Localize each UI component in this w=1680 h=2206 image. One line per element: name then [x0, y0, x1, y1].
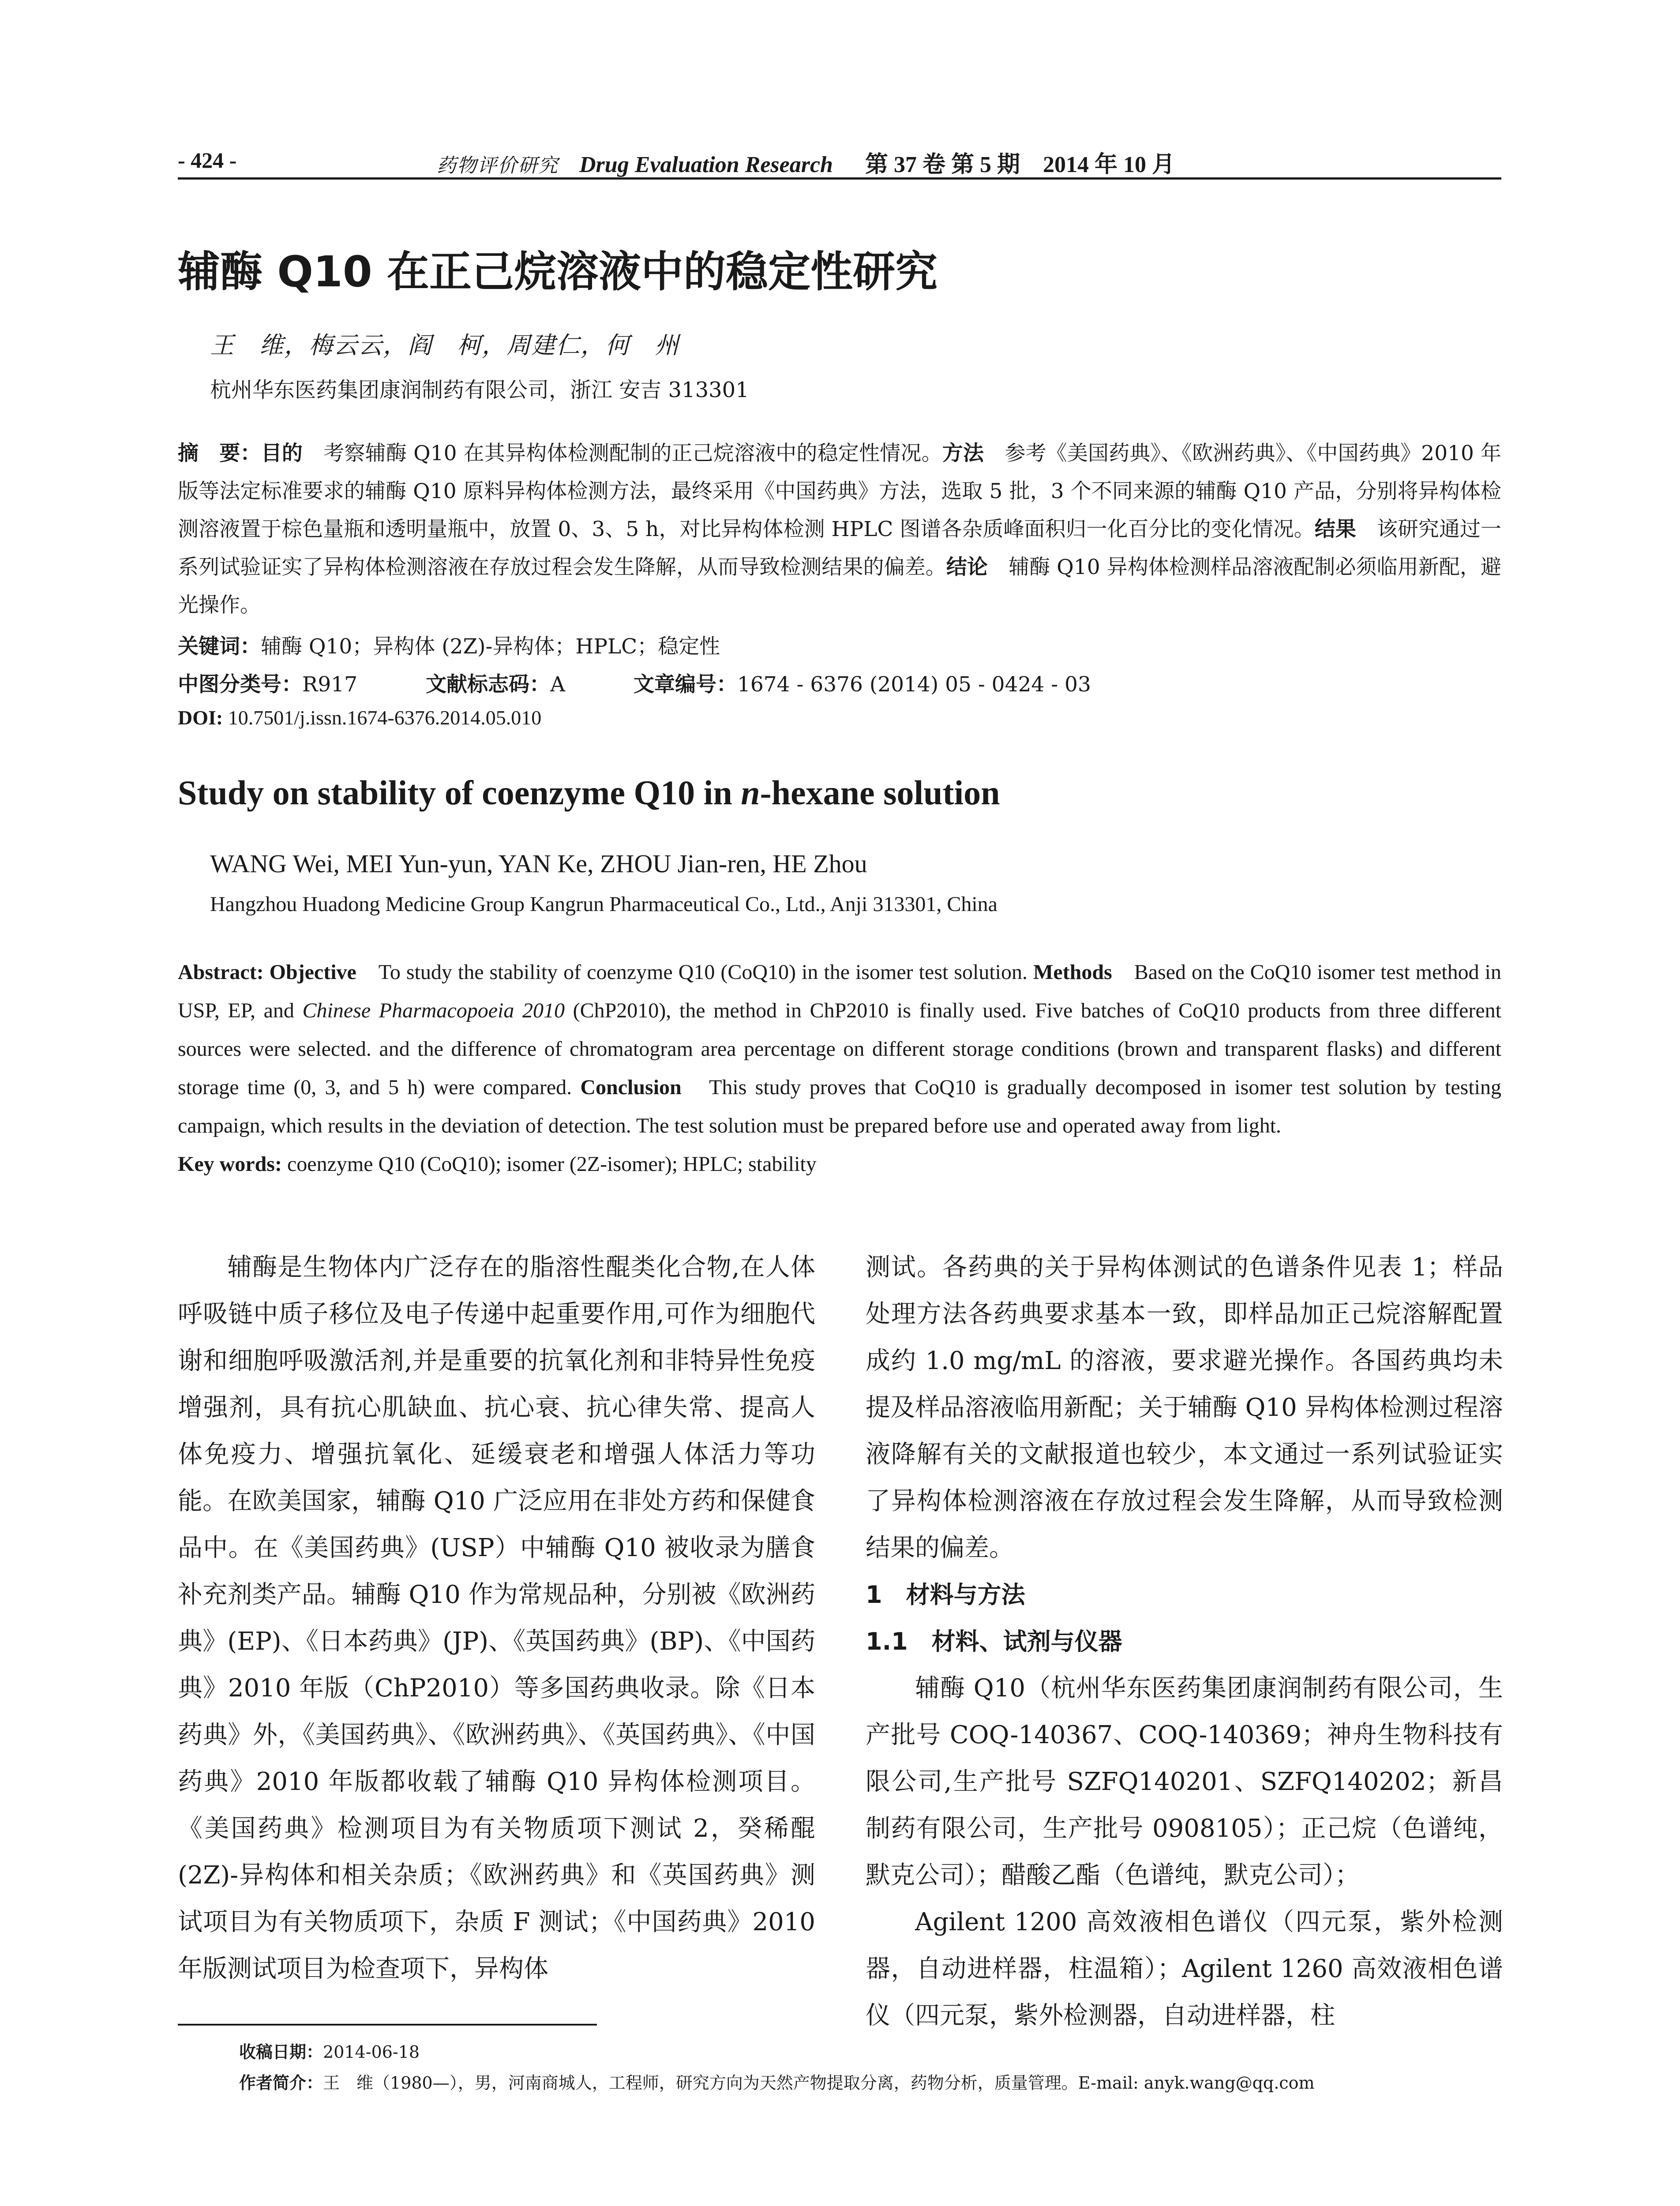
doc-code-label: 文献标志码： [426, 672, 551, 697]
abstract-en-conclusion-label: Conclusion [580, 1076, 682, 1099]
conclusion-text: 辅酶 Q10 异构体检测样品溶液配制必须临用新配，避光操作。 [178, 555, 1502, 617]
methods-text: 参考《美国药典》、《欧洲药典》、《中国药典》2010 年版等法定标准要求的辅酶 Q10 原料异构体检测方法，最终采用《中国药典》方法，选取 5 批，3 个不同来源的辅酶 Q10 产品，分别将异构体检测溶液置于棕色量瓶和透明量瓶中，放置 0、3、5 h，对比异构体检测 HPLC 图谱各杂质峰面积归一化百分比的变化情况。 [178, 441, 1502, 541]
title-en [178, 773, 1000, 813]
conclusion-label: 结论 [946, 555, 988, 579]
doc-code-value: A [550, 672, 566, 697]
abstract-en-label: Abstract: Objective [178, 960, 356, 984]
abstract-en-methods-italic: Chinese Pharmacopoeia 2010 [302, 999, 565, 1022]
keywords-en-label: Key words: [178, 1152, 282, 1176]
author-bio: 王 维（1980—），男，河南商城人，工程师，研究方向为天然产物提取分离，药物分析，质量管理。E-mail: anyk.wang@qq.com [323, 2073, 1315, 2093]
abstract-label: 摘 要： [178, 441, 261, 465]
received-date: 2014-06-18 [323, 2042, 420, 2062]
abstract-en-objective: To study the stability of coenzyme Q10 (CoQ10) in the isomer test solution. [356, 960, 1034, 984]
author-bio-label: 作者简介： [239, 2073, 323, 2093]
running-header [437, 146, 1175, 179]
title-en-part3: -hexane solution [760, 773, 1000, 812]
issue-date: 2014 年 10 月 [1043, 152, 1175, 177]
subsection-heading: 1.1 材料、试剂与仪器 [866, 1628, 1122, 1655]
body-paragraph: 辅酶是生物体内广泛存在的脂溶性醌类化合物,在人体呼吸链中质子移位及电子传递中起重要作用,可作为细胞代谢和细胞呼吸激活剂,并是重要的抗氧化剂和非特异性免疫增强剂，具有抗心肌缺血、抗心衰、抗心律失常、提高人体免疫力、增强抗氧化、延缓衰老和增强人体活力等功能。在欧美国家，辅酶 Q10 广泛应用在非处方药和保健食品中。在《美国药典》(USP）中辅酶 Q10 被收录为膳食补充剂类产品。辅酶 Q10 作为常规品种，分别被《欧洲药典》(EP)、《日本药典》(JP)、《英国药典》(BP)、《中国药典》2010 年版（ChP2010）等多国药典收录。除《日本药典》外，《美国药典》、《欧洲药典》、《英国药典》、《中国药典》2010 年版都收载了辅酶 Q10 异构体检测项目。《美国药典》检测项目为有关物质项下测试 2，癸稀醌 (2Z)-异构体和相关杂质；《欧洲药典》和《英国药典》测试项目为有关物质项下，杂质 F 测试；《中国药典》2010 年版测试项目为检查项下，异构体 [178, 1253, 815, 1983]
affiliation-cn: 杭州华东医药集团康润制药有限公司，浙江 安吉 313301 [210, 378, 749, 402]
journal-name: Drug Evaluation Research [579, 152, 833, 177]
body-paragraph: 辅酶 Q10（杭州华东医药集团康润制药有限公司，生产批号 COQ-140367、COQ-140369；神舟生物科技有限公司,生产批号 SZFQ140201、SZFQ140202；新昌制药有限公司，生产批号 0908105）；正己烷（色谱纯，默克公司）；醋酸乙酯（色谱纯，默克公司）； [866, 1674, 1503, 1890]
issue-info: 第 37 卷 第 5 期 [865, 152, 1020, 177]
authors-cn: 王 维，梅云云，阎 柯，周建仁，何 州 [210, 331, 679, 359]
doi-value: 10.7501/j.issn.1674-6376.2014.05.010 [223, 706, 542, 729]
keywords-text: 辅酶 Q10；异构体 (2Z)-异构体；HPLC；稳定性 [261, 634, 720, 659]
classification-line [178, 668, 1153, 698]
article-no-value: 1674 - 6376 (2014) 05 - 0424 - 03 [737, 672, 1091, 697]
title-en-italic: n [741, 773, 760, 812]
clc-label: 中图分类号： [178, 672, 302, 697]
doi-label: DOI: [178, 706, 223, 729]
abstract-en [178, 953, 1501, 1183]
keywords-en-text: coenzyme Q10 (CoQ10); isomer (2Z-isomer); HPLC; stability [281, 1152, 817, 1176]
abstract-en-methods-label: Methods [1033, 960, 1112, 984]
objective-text: 考察辅酶 Q10 在其异构体检测配制的正己烷溶液中的稳定性情况。 [303, 441, 942, 465]
title-cn: 辅酶 Q10 在正己烷溶液中的稳定性研究 [178, 247, 938, 296]
received-label: 收稿日期： [239, 2042, 323, 2062]
abstract-cn [178, 435, 1501, 624]
section-heading: 1 材料与方法 [866, 1581, 1025, 1609]
affiliation-en: Hangzhou Huadong Medicine Group Kangrun Pharmaceutical Co., Ltd., Anji 313301, China [210, 893, 998, 916]
body-left-column [178, 1244, 815, 1992]
results-text: 该研究通过一系列试验证实了异构体检测溶液在存放过程会发生降解，从而导致检测结果的偏差。 [178, 517, 1501, 579]
footnote-author [239, 2069, 1315, 2093]
results-label: 结果 [1314, 517, 1356, 541]
abstract-en-conclusion: This study proves that CoQ10 is gradually decomposed in isomer test solution by testing campaign, which results in the deviation of detection. The test solution must be prepared before use and operated away from light. [178, 1076, 1501, 1137]
title-en-part1: Study on stability of coenzyme Q10 in [178, 773, 741, 812]
methods-label: 方法 [942, 441, 984, 465]
body-paragraph: 测试。各药典的关于异构体测试的色谱条件见表 1；样品处理方法各药典要求基本一致，即样品加正己烷溶解配置成约 1.0 mg/mL 的溶液，要求避光操作。各国药典均未提及样品溶液临用新配；关于辅酶 Q10 异构体检测过程溶液降解有关的文献报道也较少，本文通过一系列试验证实了异构体检测溶液在存放过程会发生降解，从而导致检测结果的偏差。 [866, 1253, 1503, 1562]
abstract-en-methods-a: Based on the CoQ10 isomer test method in USP, EP, and [178, 960, 1501, 1022]
journal-logo: 药物评价研究 [437, 154, 559, 177]
header-rule [178, 177, 1501, 180]
footnote-received [239, 2038, 420, 2063]
keywords-cn [178, 630, 1501, 660]
page-number: - 424 - [178, 148, 237, 173]
footnote-rule [178, 2024, 597, 2026]
article-no-label: 文章编号： [633, 672, 737, 697]
doi-line [178, 706, 541, 729]
abstract-en-methods-b: (ChP2010), the method in ChP2010 is finally used. Five batches of CoQ10 products from three different sources were selected. and the difference of chromatogram area percentage on different storage conditions (brown and transparent flasks) and different storage time (0, 3, and 5 h) were compared. [178, 999, 1502, 1099]
body-paragraph: Agilent 1200 高效液相色谱仪（四元泵，紫外检测器，自动进样器，柱温箱）；Agilent 1260 高效液相色谱仪（四元泵，紫外检测器，自动进样器，柱 [866, 1908, 1503, 2030]
keywords-label: 关键词： [178, 634, 261, 659]
authors-en: WANG Wei, MEI Yun-yun, YAN Ke, ZHOU Jian-ren, HE Zhou [210, 849, 867, 878]
clc-value: R917 [302, 672, 358, 697]
body-right-column [866, 1244, 1503, 2039]
objective-label: 目的 [261, 441, 303, 465]
